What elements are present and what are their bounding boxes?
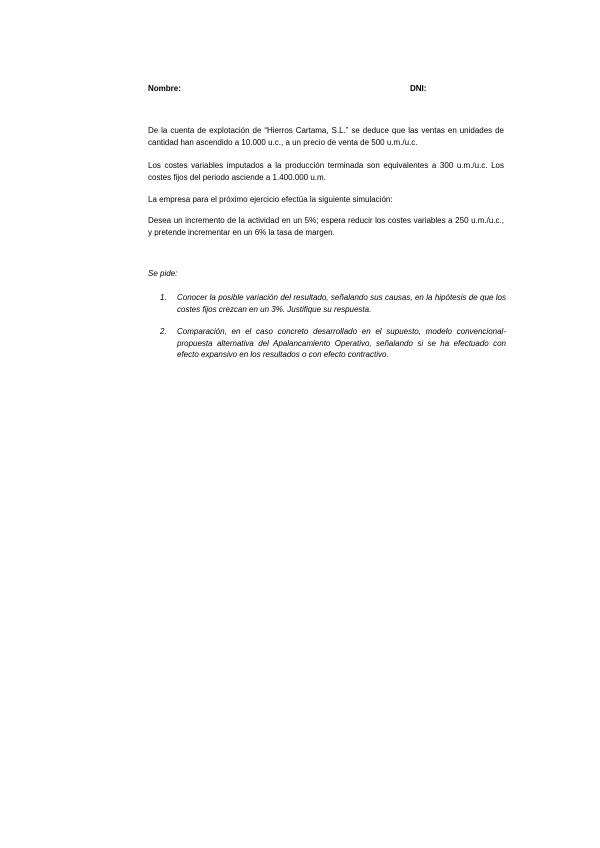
se-pide-heading: Se pide: xyxy=(148,269,178,278)
questions-list xyxy=(160,292,506,372)
question-item xyxy=(160,292,506,315)
question-item xyxy=(160,326,506,361)
paragraph-costs: Los costes variables imputados a la producción terminada son equivalentes a 300 u.m./u.c. Los costes fijos del periodo asciende a 1.400.000 u.m. xyxy=(148,161,504,182)
paragraph-objectives: Desea un incremento de la actividad en un 5%; espera reducir los costes variables a 250 u.m./u.c., y pretende incrementar en un 6% la tasa de margen. xyxy=(148,216,504,237)
intro-paragraph xyxy=(148,125,504,148)
objectives-paragraph xyxy=(148,215,504,238)
costs-paragraph xyxy=(148,160,504,183)
question-text: Conocer la posible variación del resultado, señalando sus causas, en la hipótesis de que los costes fijos crezcan en un 3%. Justifique su respuesta. xyxy=(177,293,506,314)
simulation-paragraph xyxy=(148,194,504,206)
question-text: Comparación, en el caso concreto desarrollado en el supuesto, modelo convencional-propuesta alternativa del Apalancamiento Operativo, señalando si se ha efectuado con efecto expansivo en los resultados o con efecto contractivo. xyxy=(177,327,506,359)
question-number: 1. xyxy=(160,293,167,302)
paragraph-sales: De la cuenta de explotación de “Hierros Cartama, S.L.” se deduce que las ventas en unidades de cantidad han ascendido a 10.000 u.c., a un precio de venta de 500 u.m./u.c. xyxy=(148,126,504,147)
header-line xyxy=(148,84,508,93)
name-label: Nombre: xyxy=(148,84,181,93)
question-number: 2. xyxy=(160,327,167,336)
paragraph-simulation: La empresa para el próximo ejercicio efectúa la siguiente simulación: xyxy=(148,195,393,204)
dni-label: DNI: xyxy=(410,84,427,93)
